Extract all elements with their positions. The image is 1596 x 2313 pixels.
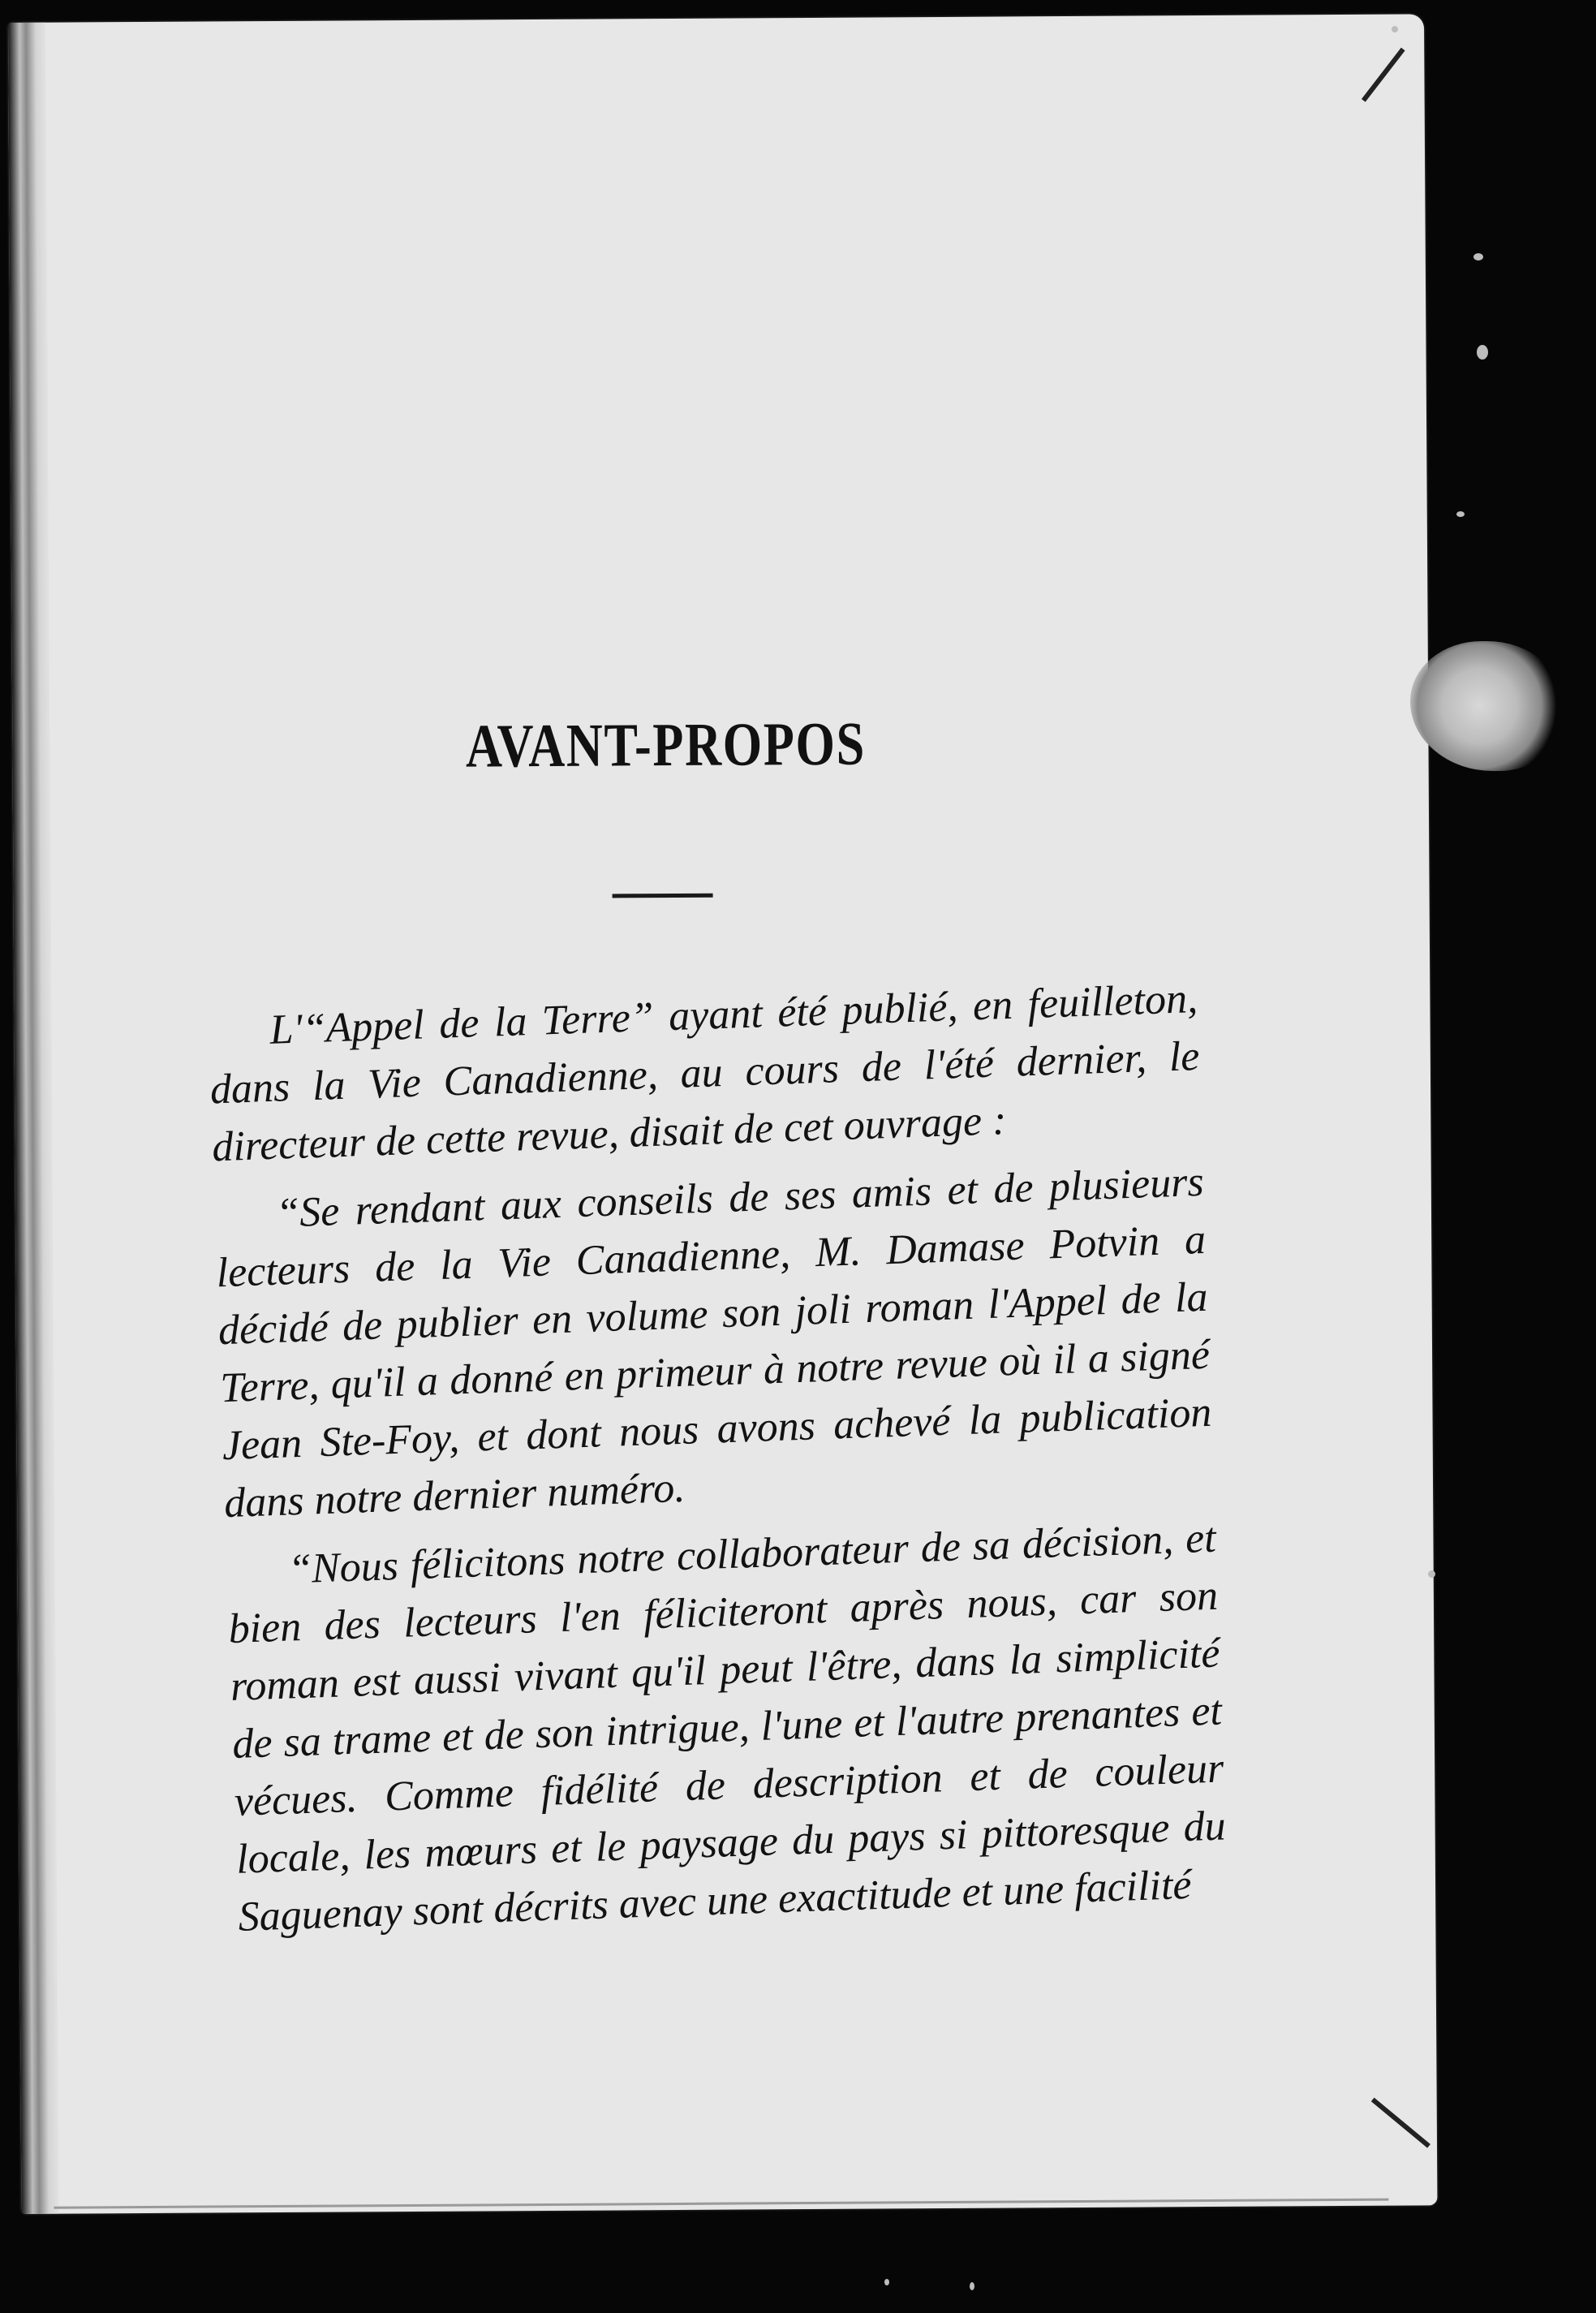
- paragraph: “Nous félicitons notre collaborateur de sa décision, et bien des lecteurs l'en féliciteront après nous, car son roman est aussi vivant qu'il peut l'être, dans la simplicité de sa trame et de son intrigue, l'une et l'autre prenantes et vécues. Comme fidélité de description et de couleur locale, les mœurs et le paysage du pays si pittoresque du Saguenay sont décrits avec une exactitude et une facilité: [227, 1514, 1227, 1940]
- paragraph: L'“Appel de la Terre” ayant été publié, en feuilleton, dans la Vie Canadienne, au cours de l'été dernier, le directeur de cette revue, disait de cet ouvrage :: [209, 976, 1201, 1171]
- book-binding: [8, 23, 58, 2214]
- scan-speck: [1473, 253, 1483, 261]
- scan-speck: [1428, 1570, 1435, 1578]
- title-divider: [613, 894, 713, 898]
- scan-speck: [1392, 26, 1398, 32]
- body-text: [207, 970, 1228, 1957]
- page-bottom-edge: [54, 2199, 1388, 2209]
- page-title: AVANT-PROPOS: [465, 709, 867, 781]
- page-corner-top: [1362, 48, 1405, 102]
- scan-speck: [1477, 345, 1488, 360]
- scan-speck: [1456, 511, 1465, 517]
- paragraph: “Se rendant aux conseils de ses amis et de plusieurs lecteurs de la Vie Canadienne, M. Damase Potvin a décidé de publier en volume son joli roman l'Appel de la Terre, qu'il a donné en primeur à notre revue où il a signé Jean Ste-Foy, et dont nous avons achevé la publication dans notre dernier numéro.: [215, 1158, 1213, 1527]
- scan-blot: [1410, 641, 1564, 771]
- scan-speck: [884, 2279, 889, 2285]
- page-corner-bottom: [1371, 2098, 1430, 2148]
- scan-speck: [970, 2282, 974, 2290]
- book-page: [8, 14, 1437, 2214]
